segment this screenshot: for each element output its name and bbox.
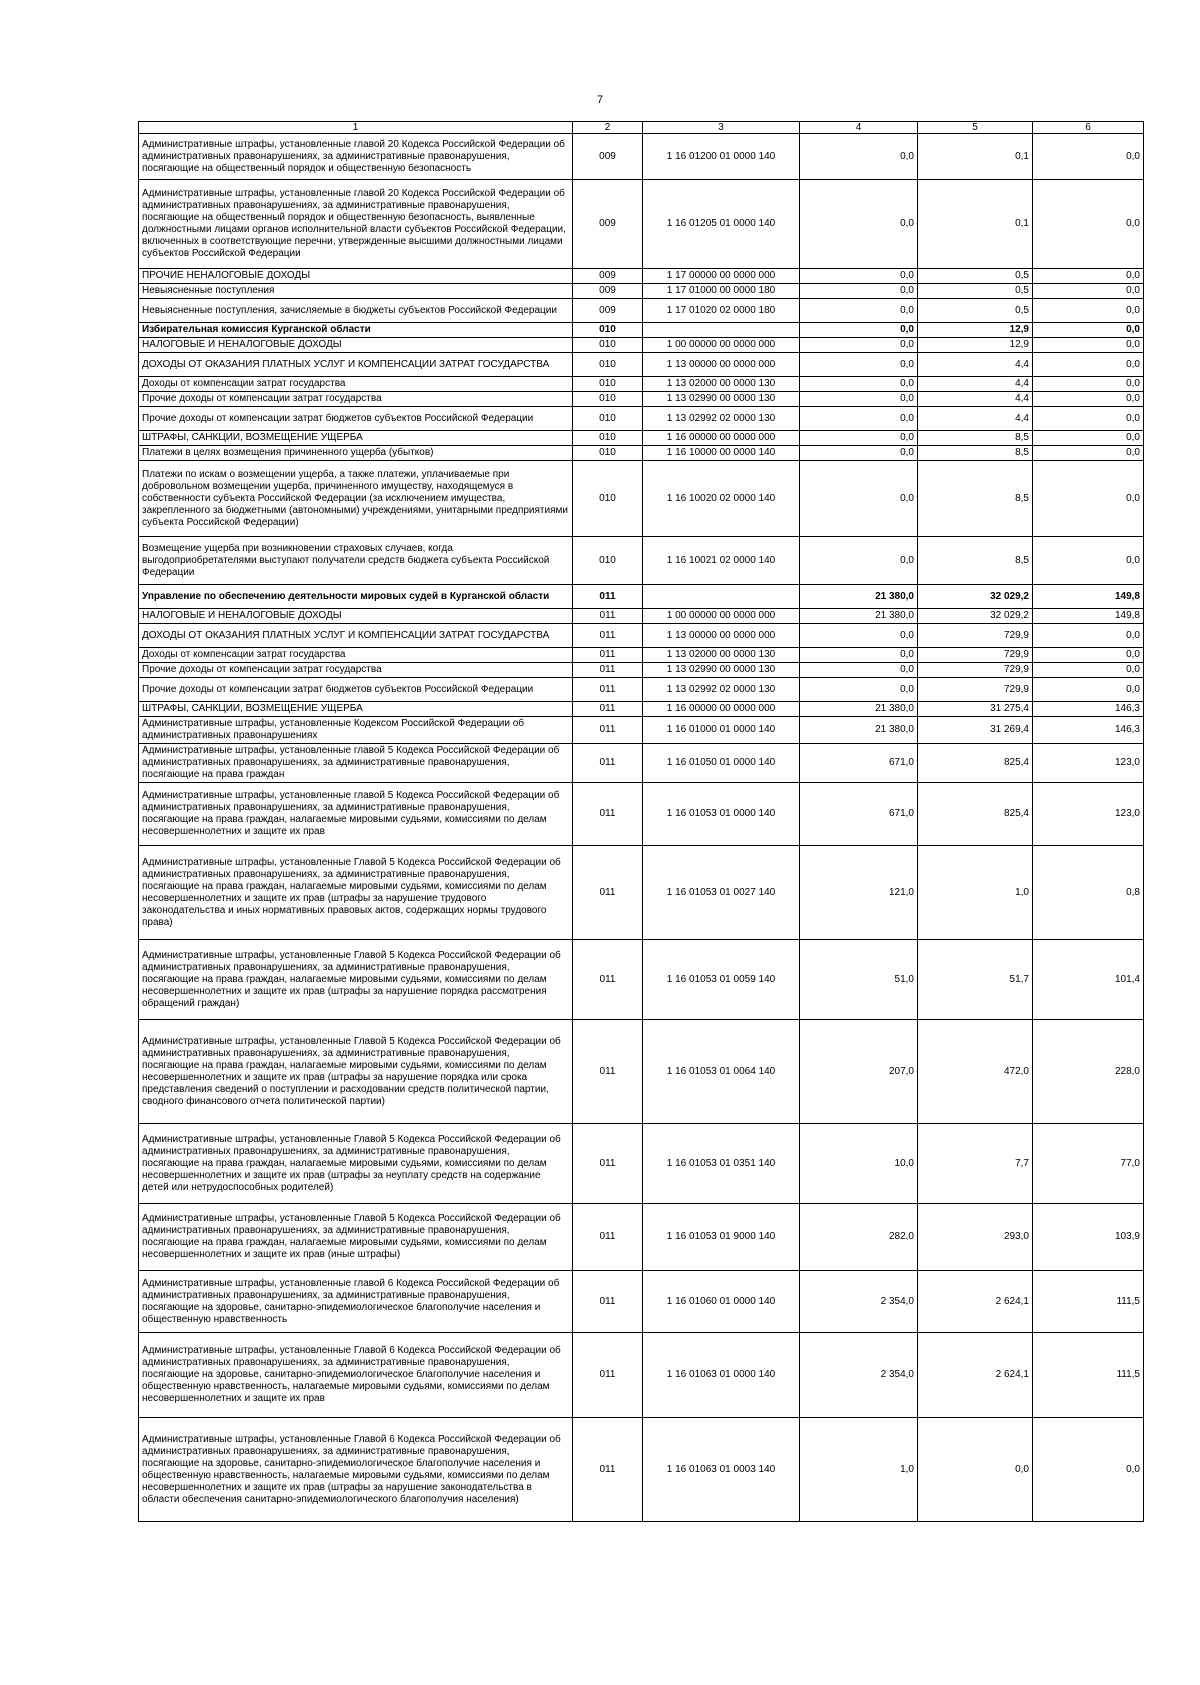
value-col6: 0,0: [1033, 299, 1144, 323]
budget-code: 1 13 02000 00 0000 130: [643, 377, 800, 392]
value-col5: 825,4: [918, 744, 1033, 783]
row-name: Прочие доходы от компенсации затрат государства: [139, 392, 573, 407]
value-col5: 0,5: [918, 284, 1033, 299]
value-col6: 0,0: [1033, 134, 1144, 180]
value-col5: 32 029,2: [918, 609, 1033, 624]
budget-code: 1 16 01053 01 0351 140: [643, 1124, 800, 1204]
value-col5: 8,5: [918, 461, 1033, 537]
value-col5: 2 624,1: [918, 1333, 1033, 1418]
revenue-table: [138, 121, 1144, 1522]
budget-code: 1 17 00000 00 0000 000: [643, 269, 800, 284]
value-col6: 0,0: [1033, 377, 1144, 392]
budget-code: 1 16 01053 01 0000 140: [643, 783, 800, 846]
row-name: ШТРАФЫ, САНКЦИИ, ВОЗМЕЩЕНИЕ УЩЕРБА: [139, 431, 573, 446]
value-col4: 0,0: [800, 461, 918, 537]
table-row: [139, 940, 1144, 1020]
value-col5: 1,0: [918, 846, 1033, 940]
row-name: Административные штрафы, установленные главой 5 Кодекса Российской Федерации об административных правонарушениях, за административные правонарушения, посягающие на права граждан, налагаемые мировыми судьями, комиссиями по делам несовершеннолетних и защите их прав: [139, 783, 573, 846]
value-col6: 0,0: [1033, 353, 1144, 377]
budget-code: 1 16 01053 01 0027 140: [643, 846, 800, 940]
value-col5: 729,9: [918, 648, 1033, 663]
budget-code: 1 16 00000 00 0000 000: [643, 702, 800, 717]
admin-code: 010: [573, 353, 643, 377]
budget-code: 1 16 00000 00 0000 000: [643, 431, 800, 446]
table-row: [139, 353, 1144, 377]
value-col5: 472,0: [918, 1020, 1033, 1124]
value-col4: 21 380,0: [800, 609, 918, 624]
row-name: ШТРАФЫ, САНКЦИИ, ВОЗМЕЩЕНИЕ УЩЕРБА: [139, 702, 573, 717]
value-col6: 0,0: [1033, 537, 1144, 585]
value-col6: 0,0: [1033, 663, 1144, 678]
admin-code: 010: [573, 407, 643, 431]
admin-code: 009: [573, 269, 643, 284]
row-name: Прочие доходы от компенсации затрат бюджетов субъектов Российской Федерации: [139, 407, 573, 431]
table-row: [139, 744, 1144, 783]
value-col6: 0,8: [1033, 846, 1144, 940]
budget-code: [643, 323, 800, 338]
admin-code: 010: [573, 537, 643, 585]
value-col6: 0,0: [1033, 461, 1144, 537]
admin-code: 011: [573, 1271, 643, 1333]
value-col6: 0,0: [1033, 180, 1144, 269]
row-name: Административные штрафы, установленные Главой 5 Кодекса Российской Федерации об административных правонарушениях, за административные правонарушения, посягающие на права граждан, налагаемые мировыми судьями, комиссиями по делам несовершеннолетних и защите их прав (иные штрафы): [139, 1204, 573, 1271]
row-name: ДОХОДЫ ОТ ОКАЗАНИЯ ПЛАТНЫХ УСЛУГ И КОМПЕНСАЦИИ ЗАТРАТ ГОСУДАРСТВА: [139, 353, 573, 377]
budget-code: 1 17 01020 02 0000 180: [643, 299, 800, 323]
table-row: [139, 284, 1144, 299]
budget-code: 1 16 01000 01 0000 140: [643, 717, 800, 744]
admin-code: 010: [573, 338, 643, 353]
value-col4: 0,0: [800, 353, 918, 377]
value-col5: 4,4: [918, 377, 1033, 392]
value-col5: 0,1: [918, 134, 1033, 180]
value-col4: 0,0: [800, 392, 918, 407]
value-col6: 77,0: [1033, 1124, 1144, 1204]
value-col5: 31 275,4: [918, 702, 1033, 717]
admin-code: 011: [573, 1020, 643, 1124]
value-col6: 0,0: [1033, 392, 1144, 407]
row-name: Административные штрафы, установленные главой 20 Кодекса Российской Федерации об административных правонарушениях, за административные правонарушения, посягающие на общественный порядок и общественную безопасность, выявленные должностными лицами органов исполнительной власти субъектов Российской Федерации, включенных в соответствующие перечни, утвержденные высшими должностными лицами субъектов Российской Федерации: [139, 180, 573, 269]
value-col4: 0,0: [800, 407, 918, 431]
value-col5: 7,7: [918, 1124, 1033, 1204]
value-col6: 0,0: [1033, 1418, 1144, 1522]
table-row: [139, 392, 1144, 407]
value-col5: 4,4: [918, 353, 1033, 377]
table-row: [139, 585, 1144, 609]
value-col6: 0,0: [1033, 284, 1144, 299]
budget-code: 1 00 00000 00 0000 000: [643, 609, 800, 624]
row-name: Административные штрафы, установленные Главой 5 Кодекса Российской Федерации об административных правонарушениях, за административные правонарушения, посягающие на права граждан, налагаемые мировыми судьями, комиссиями по делам несовершеннолетних и защите их прав (штрафы за нарушение порядка или срока представления сведений о поступлении и расходовании средств политической партии, сводного финансового отчета политической партии): [139, 1020, 573, 1124]
table-row: [139, 1333, 1144, 1418]
value-col5: 2 624,1: [918, 1271, 1033, 1333]
table-row: [139, 338, 1144, 353]
table-row: [139, 407, 1144, 431]
value-col4: 0,0: [800, 323, 918, 338]
column-header: 2: [573, 122, 643, 134]
table-row: [139, 609, 1144, 624]
value-col6: 103,9: [1033, 1204, 1144, 1271]
budget-code: 1 16 01200 01 0000 140: [643, 134, 800, 180]
value-col6: 0,0: [1033, 338, 1144, 353]
admin-code: 011: [573, 702, 643, 717]
budget-code: 1 16 01060 01 0000 140: [643, 1271, 800, 1333]
admin-code: 010: [573, 431, 643, 446]
row-name: ДОХОДЫ ОТ ОКАЗАНИЯ ПЛАТНЫХ УСЛУГ И КОМПЕНСАЦИИ ЗАТРАТ ГОСУДАРСТВА: [139, 624, 573, 648]
admin-code: 009: [573, 134, 643, 180]
budget-code: [643, 585, 800, 609]
value-col5: 8,5: [918, 537, 1033, 585]
value-col4: 0,0: [800, 284, 918, 299]
table-row: [139, 180, 1144, 269]
admin-code: 011: [573, 783, 643, 846]
budget-code: 1 13 02990 00 0000 130: [643, 392, 800, 407]
row-name: Прочие доходы от компенсации затрат бюджетов субъектов Российской Федерации: [139, 678, 573, 702]
value-col5: 0,0: [918, 1418, 1033, 1522]
row-name: Невыясненные поступления: [139, 284, 573, 299]
row-name: Управление по обеспечению деятельности мировых судей в Курганской области: [139, 585, 573, 609]
value-col4: 0,0: [800, 377, 918, 392]
column-header: 1: [139, 122, 573, 134]
column-header: 4: [800, 122, 918, 134]
value-col4: 10,0: [800, 1124, 918, 1204]
table-row: [139, 323, 1144, 338]
value-col6: 0,0: [1033, 269, 1144, 284]
table-row: [139, 1124, 1144, 1204]
value-col5: 0,1: [918, 180, 1033, 269]
budget-code: 1 16 01063 01 0003 140: [643, 1418, 800, 1522]
table-row: [139, 431, 1144, 446]
value-col4: 0,0: [800, 446, 918, 461]
value-col4: 1,0: [800, 1418, 918, 1522]
budget-code: 1 16 01205 01 0000 140: [643, 180, 800, 269]
value-col4: 0,0: [800, 431, 918, 446]
value-col6: 146,3: [1033, 717, 1144, 744]
value-col6: 0,0: [1033, 431, 1144, 446]
admin-code: 011: [573, 648, 643, 663]
row-name: Административные штрафы, установленные Главой 5 Кодекса Российской Федерации об административных правонарушениях, за административные правонарушения, посягающие на права граждан, налагаемые мировыми судьями, комиссиями по делам несовершеннолетних и защите их прав (штрафы за нарушение трудового законодательства и иных нормативных правовых актов, содержащих нормы трудового права): [139, 846, 573, 940]
table-row: [139, 377, 1144, 392]
value-col5: 12,9: [918, 338, 1033, 353]
value-col4: 0,0: [800, 269, 918, 284]
budget-code: 1 16 10021 02 0000 140: [643, 537, 800, 585]
budget-code: 1 13 02990 00 0000 130: [643, 663, 800, 678]
value-col6: 0,0: [1033, 678, 1144, 702]
budget-code: 1 13 02992 02 0000 130: [643, 407, 800, 431]
value-col6: 123,0: [1033, 783, 1144, 846]
admin-code: 011: [573, 940, 643, 1020]
value-col4: 671,0: [800, 744, 918, 783]
admin-code: 010: [573, 461, 643, 537]
column-header: 5: [918, 122, 1033, 134]
budget-code: 1 13 00000 00 0000 000: [643, 353, 800, 377]
admin-code: 011: [573, 846, 643, 940]
row-name: Административные штрафы, установленные Кодексом Российской Федерации об административных правонарушениях: [139, 717, 573, 744]
row-name: Невыясненные поступления, зачисляемые в бюджеты субъектов Российской Федерации: [139, 299, 573, 323]
row-name: Административные штрафы, установленные главой 6 Кодекса Российской Федерации об административных правонарушениях, за административные правонарушения, посягающие на здоровье, санитарно-эпидемиологическое благополучие населения и общественную нравственность: [139, 1271, 573, 1333]
admin-code: 011: [573, 585, 643, 609]
admin-code: 011: [573, 663, 643, 678]
value-col5: 0,5: [918, 299, 1033, 323]
admin-code: 010: [573, 323, 643, 338]
table-row: [139, 1204, 1144, 1271]
budget-code: 1 16 01050 01 0000 140: [643, 744, 800, 783]
admin-code: 011: [573, 1124, 643, 1204]
admin-code: 010: [573, 392, 643, 407]
value-col5: 8,5: [918, 446, 1033, 461]
budget-code: 1 16 01053 01 0059 140: [643, 940, 800, 1020]
row-name: Возмещение ущерба при возникновении страховых случаев, когда выгодоприобретателями выступают получатели средств бюджета субъекта Российской Федерации: [139, 537, 573, 585]
value-col5: 32 029,2: [918, 585, 1033, 609]
value-col4: 121,0: [800, 846, 918, 940]
value-col4: 2 354,0: [800, 1333, 918, 1418]
value-col6: 123,0: [1033, 744, 1144, 783]
value-col5: 51,7: [918, 940, 1033, 1020]
table-row: [139, 299, 1144, 323]
row-name: НАЛОГОВЫЕ И НЕНАЛОГОВЫЕ ДОХОДЫ: [139, 609, 573, 624]
value-col4: 21 380,0: [800, 585, 918, 609]
value-col5: 12,9: [918, 323, 1033, 338]
value-col5: 729,9: [918, 624, 1033, 648]
table-row: [139, 1271, 1144, 1333]
budget-code: 1 16 10020 02 0000 140: [643, 461, 800, 537]
column-header: 3: [643, 122, 800, 134]
admin-code: 010: [573, 446, 643, 461]
budget-code: 1 16 01053 01 0064 140: [643, 1020, 800, 1124]
value-col6: 149,8: [1033, 585, 1144, 609]
value-col6: 111,5: [1033, 1333, 1144, 1418]
budget-code: 1 16 10000 00 0000 140: [643, 446, 800, 461]
row-name: Прочие доходы от компенсации затрат государства: [139, 663, 573, 678]
value-col4: 0,0: [800, 338, 918, 353]
value-col5: 0,5: [918, 269, 1033, 284]
value-col4: 207,0: [800, 1020, 918, 1124]
value-col4: 671,0: [800, 783, 918, 846]
table-row: [139, 1020, 1144, 1124]
value-col4: 51,0: [800, 940, 918, 1020]
table-header-row: [139, 122, 1144, 134]
value-col4: 282,0: [800, 1204, 918, 1271]
value-col5: 4,4: [918, 392, 1033, 407]
value-col4: 0,0: [800, 663, 918, 678]
admin-code: 009: [573, 284, 643, 299]
row-name: Административные штрафы, установленные главой 20 Кодекса Российской Федерации об административных правонарушениях, за административные правонарушения, посягающие на общественный порядок и общественную безопасность: [139, 134, 573, 180]
value-col4: 0,0: [800, 180, 918, 269]
admin-code: 010: [573, 377, 643, 392]
table-row: [139, 269, 1144, 284]
value-col5: 31 269,4: [918, 717, 1033, 744]
row-name: Платежи в целях возмещения причиненного ущерба (убытков): [139, 446, 573, 461]
value-col5: 4,4: [918, 407, 1033, 431]
admin-code: 011: [573, 1333, 643, 1418]
value-col5: 729,9: [918, 678, 1033, 702]
value-col6: 0,0: [1033, 446, 1144, 461]
value-col6: 0,0: [1033, 323, 1144, 338]
admin-code: 011: [573, 624, 643, 648]
row-name: Доходы от компенсации затрат государства: [139, 377, 573, 392]
table-row: [139, 783, 1144, 846]
value-col4: 0,0: [800, 678, 918, 702]
value-col4: 21 380,0: [800, 702, 918, 717]
value-col6: 0,0: [1033, 407, 1144, 431]
table-row: [139, 446, 1144, 461]
row-name: Административные штрафы, установленные главой 5 Кодекса Российской Федерации об административных правонарушениях, за административные правонарушения, посягающие на права граждан: [139, 744, 573, 783]
budget-code: 1 16 01063 01 0000 140: [643, 1333, 800, 1418]
row-name: Административные штрафы, установленные Главой 6 Кодекса Российской Федерации об административных правонарушениях, за административные правонарушения, посягающие на здоровье, санитарно-эпидемиологическое благополучие населения и общественную нравственность, налагаемые мировыми судьями, комиссиями по делам несовершеннолетних и защите их прав: [139, 1333, 573, 1418]
table-row: [139, 717, 1144, 744]
admin-code: 011: [573, 744, 643, 783]
budget-code: 1 13 00000 00 0000 000: [643, 624, 800, 648]
value-col5: 825,4: [918, 783, 1033, 846]
table-row: [139, 702, 1144, 717]
budget-code: 1 13 02992 02 0000 130: [643, 678, 800, 702]
value-col5: 729,9: [918, 663, 1033, 678]
row-name: Административные штрафы, установленные Главой 6 Кодекса Российской Федерации об административных правонарушениях, за административные правонарушения, посягающие на здоровье, санитарно-эпидемиологическое благополучие населения и общественную нравственность, налагаемые мировыми судьями, комиссиями по делам несовершеннолетних и защите их прав (штрафы за нарушение законодательства в области обеспечения санитарно-эпидемиологического благополучия населения): [139, 1418, 573, 1522]
budget-code: 1 16 01053 01 9000 140: [643, 1204, 800, 1271]
table-row: [139, 846, 1144, 940]
table-row: [139, 663, 1144, 678]
value-col4: 0,0: [800, 624, 918, 648]
row-name: НАЛОГОВЫЕ И НЕНАЛОГОВЫЕ ДОХОДЫ: [139, 338, 573, 353]
admin-code: 009: [573, 180, 643, 269]
value-col4: 0,0: [800, 648, 918, 663]
value-col6: 146,3: [1033, 702, 1144, 717]
value-col4: 0,0: [800, 134, 918, 180]
admin-code: 011: [573, 717, 643, 744]
value-col6: 149,8: [1033, 609, 1144, 624]
budget-code: 1 17 01000 00 0000 180: [643, 284, 800, 299]
row-name: Административные штрафы, установленные Главой 5 Кодекса Российской Федерации об административных правонарушениях, за административные правонарушения, посягающие на права граждан, налагаемые мировыми судьями, комиссиями по делам несовершеннолетних и защите их прав (штрафы за нарушение порядка рассмотрения обращений граждан): [139, 940, 573, 1020]
value-col4: 2 354,0: [800, 1271, 918, 1333]
row-name: ПРОЧИЕ НЕНАЛОГОВЫЕ ДОХОДЫ: [139, 269, 573, 284]
table-row: [139, 461, 1144, 537]
value-col5: 293,0: [918, 1204, 1033, 1271]
value-col4: 0,0: [800, 537, 918, 585]
value-col6: 111,5: [1033, 1271, 1144, 1333]
value-col6: 228,0: [1033, 1020, 1144, 1124]
table-row: [139, 678, 1144, 702]
column-header: 6: [1033, 122, 1144, 134]
row-name: Административные штрафы, установленные Главой 5 Кодекса Российской Федерации об административных правонарушениях, за административные правонарушения, посягающие на права граждан, налагаемые мировыми судьями, комиссиями по делам несовершеннолетних и защите их прав (штрафы за неуплату средств на содержание детей или нетрудоспособных родителей): [139, 1124, 573, 1204]
table-row: [139, 648, 1144, 663]
budget-code: 1 13 02000 00 0000 130: [643, 648, 800, 663]
admin-code: 011: [573, 1418, 643, 1522]
table-row: [139, 624, 1144, 648]
page-number: 7: [596, 94, 604, 106]
admin-code: 011: [573, 678, 643, 702]
row-name: Платежи по искам о возмещении ущерба, а также платежи, уплачиваемые при добровольном возмещении ущерба, причиненного имуществу, находящемуся в собственности субъекта Российской Федерации (за исключением имущества, закрепленного за бюджетными (автономными) учреждениями, унитарными предприятиями субъекта Российской Федерации): [139, 461, 573, 537]
budget-code: 1 00 00000 00 0000 000: [643, 338, 800, 353]
row-name: Доходы от компенсации затрат государства: [139, 648, 573, 663]
value-col4: 0,0: [800, 299, 918, 323]
table-body: [139, 134, 1144, 1522]
value-col6: 0,0: [1033, 648, 1144, 663]
value-col4: 21 380,0: [800, 717, 918, 744]
admin-code: 011: [573, 1204, 643, 1271]
table-row: [139, 134, 1144, 180]
value-col6: 101,4: [1033, 940, 1144, 1020]
table-row: [139, 537, 1144, 585]
row-name: Избирательная комиссия Курганской области: [139, 323, 573, 338]
admin-code: 009: [573, 299, 643, 323]
value-col6: 0,0: [1033, 624, 1144, 648]
value-col5: 8,5: [918, 431, 1033, 446]
table-row: [139, 1418, 1144, 1522]
admin-code: 011: [573, 609, 643, 624]
